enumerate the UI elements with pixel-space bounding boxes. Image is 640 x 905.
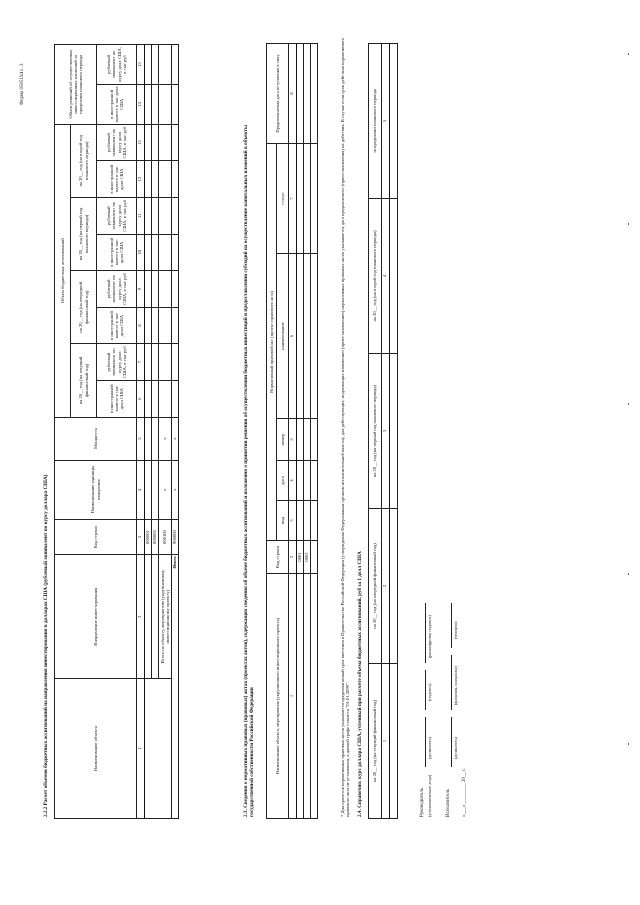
object-cell[interactable] — [145, 679, 172, 819]
h-type: вид — [277, 501, 289, 541]
decoding-caption: (расшифровка подписи) — [427, 615, 432, 658]
rate-cell[interactable] — [390, 354, 398, 509]
col-num: 2 — [382, 509, 390, 664]
cell[interactable] — [311, 419, 318, 461]
cell[interactable] — [304, 501, 311, 541]
cell[interactable] — [172, 234, 179, 271]
x-mark: x — [172, 417, 179, 460]
x-mark: x — [159, 417, 172, 460]
cell[interactable] — [159, 197, 172, 234]
h-act: Нормативный правовой акт (проект правового акта) — [267, 143, 277, 540]
total-label: Итого — [172, 555, 179, 819]
date-line[interactable]: «___» ________ 20__ г. — [462, 768, 467, 817]
phone-caption: (телефон) — [453, 621, 458, 639]
col-num: 8 — [289, 43, 297, 143]
cell[interactable] — [152, 417, 159, 460]
col-num: 7 — [289, 143, 297, 253]
col-num: 1 — [289, 574, 297, 819]
h-rub: рублевый эквивалент по курсу долл США, в тыс руб — [97, 344, 137, 381]
cell[interactable] — [152, 234, 159, 271]
rate-cell[interactable] — [390, 199, 398, 354]
table-24 — [368, 43, 398, 819]
cell[interactable] — [159, 84, 172, 124]
h-period-current: на 20__ год (на текущий финансовый год) — [71, 344, 97, 417]
cell[interactable] — [152, 45, 159, 85]
cell[interactable] — [172, 45, 179, 85]
rate-cell[interactable] — [390, 664, 398, 819]
fio-caption: (фамилия, инициалы) — [453, 666, 458, 705]
position-line[interactable] — [425, 717, 426, 767]
cell[interactable] — [145, 45, 152, 85]
col-num: 5 — [289, 419, 297, 461]
col-num: 4 — [382, 199, 390, 354]
head-label: Руководитель — [420, 787, 425, 817]
h-rub: рублевый эквивалент по курсу долл США, в тыс руб — [97, 124, 137, 161]
cell[interactable] — [297, 419, 304, 461]
cell[interactable] — [145, 234, 152, 271]
cell[interactable] — [304, 461, 311, 501]
cell[interactable] — [304, 254, 311, 419]
col-num: 12 — [137, 161, 145, 198]
cell[interactable] — [152, 161, 159, 198]
row-code: 000100 — [159, 519, 172, 555]
cell[interactable] — [172, 84, 179, 124]
col-num: 1 — [382, 664, 390, 819]
cell[interactable] — [145, 344, 152, 381]
col-num: 4 — [137, 460, 145, 519]
cell[interactable] — [172, 307, 179, 344]
col-num: 11 — [137, 197, 145, 234]
cell[interactable] — [311, 501, 318, 541]
h-period-first: на 20__ год (на первый год планового периода) — [369, 354, 382, 509]
h-period-second: на 20__ год (на второй год планового периода) — [71, 124, 97, 197]
h-expected: Предполагаемая дата вступления в силу — [267, 43, 289, 143]
section-24-title: 2.4. Справочно: курс доллара США, учтенный при расчете объема бюджетных ассигнований, руб за 1 долл США — [357, 551, 363, 817]
row-code: 000002 — [152, 519, 159, 555]
object-cell[interactable] — [304, 574, 311, 819]
h-rub: рублевый эквивалент по курсу долл США, в тыс руб — [97, 45, 137, 85]
h-period-next: на 20__ год (на очередной финансовый год) — [369, 509, 382, 664]
cell[interactable] — [152, 460, 159, 519]
cell[interactable] — [159, 380, 172, 417]
h-code: Код строки — [267, 541, 289, 574]
scan-mark — [628, 573, 629, 575]
col-num: 13 — [137, 124, 145, 161]
col-num: 2 — [289, 541, 297, 574]
cell[interactable] — [311, 541, 318, 574]
h-foreign: в иностранной валюте в тыс долл США — [97, 307, 137, 344]
cell[interactable] — [152, 307, 159, 344]
signature-caption: (подпись) — [427, 683, 432, 701]
col-num: 5 — [382, 44, 390, 199]
cell[interactable] — [159, 344, 172, 381]
cell[interactable] — [311, 461, 318, 501]
cell[interactable] — [159, 307, 172, 344]
col-num: 3 — [382, 354, 390, 509]
col-num: 10 — [137, 234, 145, 271]
cell[interactable] — [297, 461, 304, 501]
cell[interactable] — [311, 254, 318, 419]
scan-mark — [628, 223, 629, 225]
scan-mark — [628, 403, 629, 405]
h-number: номер — [277, 419, 289, 461]
head-sub: (уполномоченное лицо) — [427, 774, 432, 817]
table-23 — [266, 43, 318, 819]
col-num: 8 — [137, 307, 145, 344]
phone-line[interactable] — [451, 603, 452, 648]
scan-mark — [628, 53, 629, 55]
cell[interactable] — [159, 161, 172, 198]
cell[interactable] — [145, 84, 152, 124]
object-cell[interactable] — [297, 574, 304, 819]
direction-cell[interactable] — [145, 555, 152, 679]
cell[interactable] — [172, 344, 179, 381]
cell[interactable] — [311, 43, 318, 143]
cell[interactable] — [297, 143, 304, 253]
col-num: 9 — [137, 271, 145, 308]
scan-mark — [628, 743, 629, 745]
h-power: Мощность — [55, 417, 137, 460]
cell[interactable] — [159, 234, 172, 271]
h-foreign: в иностранной валюте в тыс долл США — [97, 380, 137, 417]
h-date: дата — [277, 461, 289, 501]
fio-line[interactable] — [451, 655, 452, 710]
row-code: 0002 — [304, 541, 311, 574]
row-code: 900000 — [172, 519, 179, 555]
cell[interactable] — [304, 143, 311, 253]
col-num: 4 — [289, 461, 297, 501]
cell[interactable] — [159, 124, 172, 161]
object-cell[interactable] — [311, 574, 318, 819]
cell[interactable] — [145, 161, 152, 198]
h-period-second: на 20__ год (на второй год планового периода) — [369, 199, 382, 354]
row-code: 000001 — [145, 519, 152, 555]
position-caption: (должность) — [453, 737, 458, 759]
table-222 — [54, 44, 179, 819]
cell[interactable] — [145, 460, 152, 519]
direction-cell[interactable] — [152, 555, 159, 679]
h-object-name: Наименование объекта, мероприятия (укрупненного инвестиционного проекта) — [267, 574, 289, 819]
col-num: 3 — [137, 519, 145, 555]
row-code: 0001 — [297, 541, 304, 574]
cell[interactable] — [145, 271, 152, 308]
col-num: 6 — [289, 254, 297, 419]
x-mark: x — [159, 460, 172, 519]
h-unit: Наименование единицы измерения — [55, 460, 137, 519]
h-beyond: за пределами планового периода — [369, 44, 382, 199]
h-rub: рублевый эквивалент по курсу долл США, в тыс руб — [97, 197, 137, 234]
cell[interactable] — [145, 124, 152, 161]
rate-cell[interactable] — [390, 509, 398, 664]
h-title: наименование — [277, 254, 289, 419]
col-num: 14 — [137, 84, 145, 124]
cell[interactable] — [145, 417, 152, 460]
col-num: 15 — [137, 45, 145, 85]
position-line[interactable] — [451, 717, 452, 767]
cell[interactable] — [297, 501, 304, 541]
h-period-first: на 20__ год (на первый год планового периода) — [71, 197, 97, 270]
section-222-title: 2.2.2 Расчет объемов бюджетных ассигнований на направления инвестирования в долларах США (рублевый эквивалент по курсу доллара США) — [43, 474, 49, 817]
h-status: статус — [277, 143, 289, 253]
cell[interactable] — [172, 197, 179, 234]
cell[interactable] — [152, 124, 159, 161]
cell[interactable] — [152, 380, 159, 417]
col-num: 7 — [137, 344, 145, 381]
position-caption: (должность) — [427, 737, 432, 759]
cell[interactable] — [145, 380, 152, 417]
total-object-label: Итого по объекту, мероприятию (укрупненному инвестиционному проекту) — [159, 555, 172, 679]
cell[interactable] — [304, 419, 311, 461]
cell[interactable] — [297, 254, 304, 419]
cell[interactable] — [145, 197, 152, 234]
h-direction: Направление инвестирования — [55, 555, 137, 679]
h-budget: Объем бюджетных ассигнований — [55, 124, 71, 417]
h-object-name: Наименование объекта — [55, 679, 137, 819]
executor-label: Исполнитель — [446, 789, 451, 817]
cell[interactable] — [152, 197, 159, 234]
cell[interactable] — [172, 124, 179, 161]
h-period-current: на 20__ год (на текущий финансовый год) — [369, 664, 382, 819]
h-residual: Объем решений об осуществлении инвестиционных вложений за пределами планового периода — [55, 45, 97, 125]
cell[interactable] — [311, 143, 318, 253]
h-foreign: в иностранной валюте в тыс долл США — [97, 161, 137, 198]
h-rub: рублевый эквивалент по курсу долл США, в тыс руб — [97, 271, 137, 308]
cell[interactable] — [159, 45, 172, 85]
col-num: 5 — [137, 417, 145, 460]
form-code: Форма 0505194 с. 3 — [20, 63, 25, 105]
cell[interactable] — [304, 43, 311, 143]
h-period-next: на 20__ год (на очередной финансовый год) — [71, 271, 97, 344]
h-foreign: в иностранной валюте в тыс долл США — [97, 234, 137, 271]
signature-line[interactable] — [425, 670, 426, 710]
cell[interactable] — [152, 271, 159, 308]
cell[interactable] — [172, 380, 179, 417]
h-code: Код строки — [55, 519, 137, 555]
cell[interactable] — [172, 271, 179, 308]
cell[interactable] — [159, 271, 172, 308]
cell[interactable] — [152, 344, 159, 381]
decoding-line[interactable] — [425, 603, 426, 663]
col-num: 2 — [137, 555, 145, 679]
cell[interactable] — [145, 307, 152, 344]
section-23-title: 2.3. Сведения о нормативных правовых (правовых) актах (проектах актов), содержащих сведения об объеме бюджетных ассигнований и положения о принятии решения об осуществлении бюджетных инвестиций и предоставлении субсидий на осуществление капитальных вложений в объекты государственной собственности Российской Федерации — [243, 124, 255, 817]
col-num: 6 — [137, 380, 145, 417]
x-mark: x — [172, 460, 179, 519]
col-num: 1 — [137, 679, 145, 819]
cell[interactable] — [297, 43, 304, 143]
col-num: 3 — [289, 501, 297, 541]
footnote: * Для проектов нормативных правовых актов указывается предполагаемый срок внесения в Правительство Российской Федерации (утверждения Федеральным органом исполнительной власти), для действующих, подлежащих изменению (приостановлению) нормативных правовых актов указывается дата предлагаемого (приостановления) их действия. В случае если срок действия нормативного правового акта не установлен, в данной графе ставится "01.01.2099". — [340, 37, 351, 817]
cell[interactable] — [152, 84, 159, 124]
h-foreign: в иностранной валюте в тыс долл США — [97, 84, 137, 124]
rate-cell[interactable] — [390, 44, 398, 199]
cell[interactable] — [172, 161, 179, 198]
